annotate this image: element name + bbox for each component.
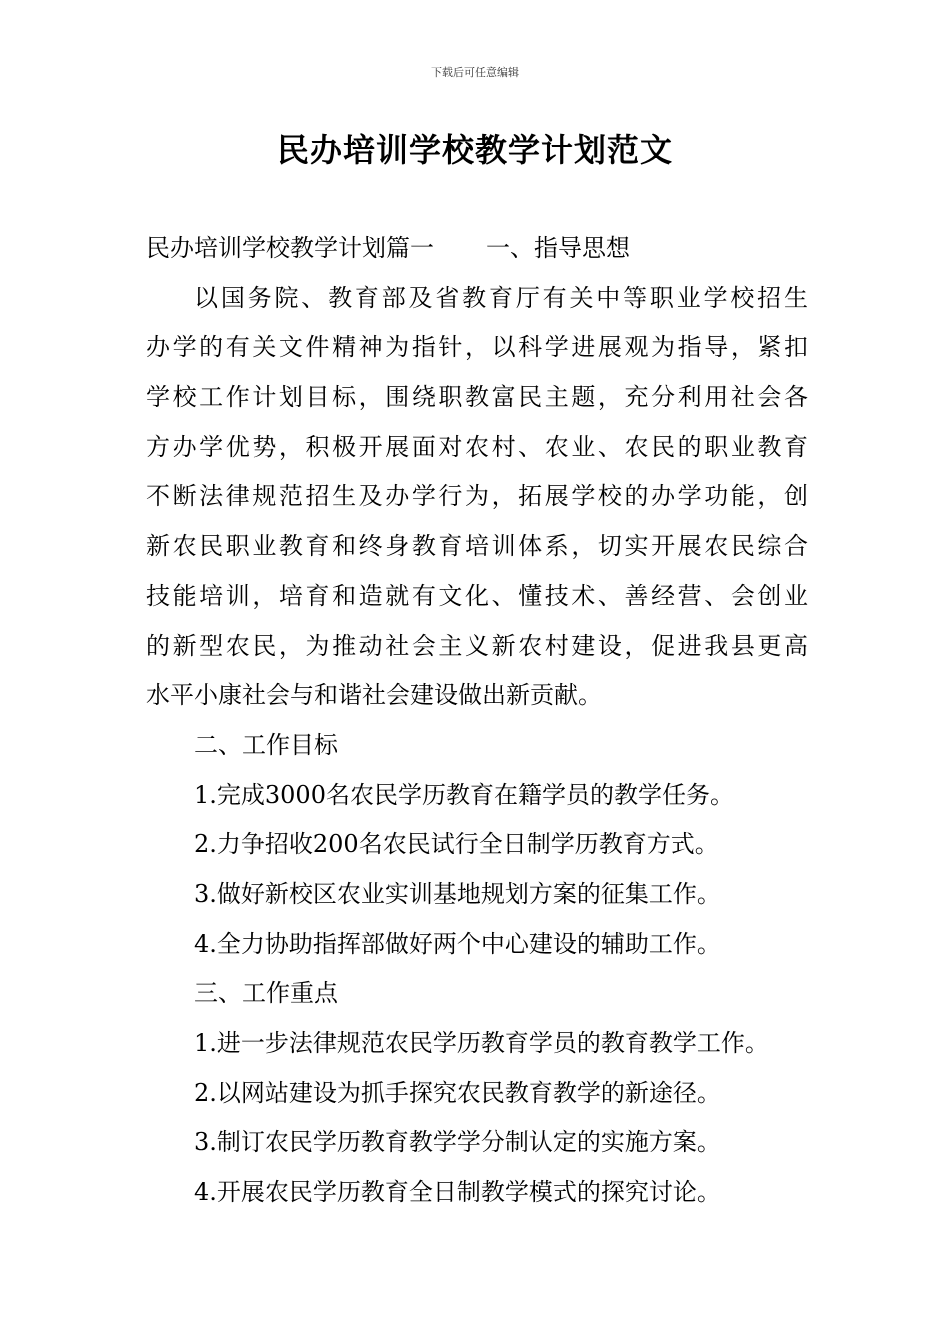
section-3-item: 3.制订农民学历教育教学学分制认定的实施方案。: [194, 1128, 721, 1157]
section-3-item: 1.进一步法律规范农民学历教育学员的教育教学工作。: [194, 1029, 769, 1057]
section-2-heading: 二、工作目标: [194, 730, 338, 759]
section-3-item: 4.开展农民学历教育全日制教学模式的探究讨论。: [194, 1178, 721, 1207]
paragraph-1-line: 以国务院、教育部及省教育厅有关中等职业学校招生: [194, 283, 808, 312]
intro-line: [146, 224, 808, 274]
intro-part-b: 一、指导思想: [486, 234, 630, 262]
paragraph-1-line: 水平小康社会与和谐社会建设做出新贡献。: [146, 681, 602, 710]
header-note: 下载后可任意编辑: [431, 66, 519, 79]
section-2-item: 3.做好新校区农业实训基地规划方案的征集工作。: [194, 879, 721, 908]
paragraph-1-line: 方办学优势，积极开展面对农村、农业、农民的职业教育: [146, 432, 808, 461]
document-title: 民办培训学校教学计划范文: [276, 131, 673, 169]
section-2-item: 4.全力协助指挥部做好两个中心建设的辅助工作。: [194, 929, 721, 958]
paragraph-1-line: 新农民职业教育和终身教育培训体系，切实开展农民综合: [146, 532, 808, 561]
intro-part-a: 民办培训学校教学计划篇一: [146, 234, 434, 262]
section-2-item: 1.完成3000名农民学历教育在籍学员的教学任务。: [194, 780, 734, 809]
section-3-item: 2.以网站建设为抓手探究农民教育教学的新途径。: [194, 1078, 721, 1107]
paragraph-1-line: 办学的有关文件精神为指针，以科学进展观为指导，紧扣: [146, 333, 808, 362]
document-body: [146, 224, 808, 1218]
paragraph-1-line: 学校工作计划目标，围绕职教富民主题，充分利用社会各: [146, 383, 808, 412]
section-3-heading: 三、工作重点: [194, 979, 338, 1008]
paragraph-1-line: 技能培训，培育和造就有文化、懂技术、善经营、会创业: [146, 581, 808, 610]
section-2-item: 2.力争招收200名农民试行全日制学历教育方式。: [194, 830, 719, 859]
paragraph-1-line: 的新型农民，为推动社会主义新农村建设，促进我县更高: [146, 631, 808, 660]
paragraph-1-line: 不断法律规范招生及办学行为，拓展学校的办学功能，创: [146, 482, 808, 511]
